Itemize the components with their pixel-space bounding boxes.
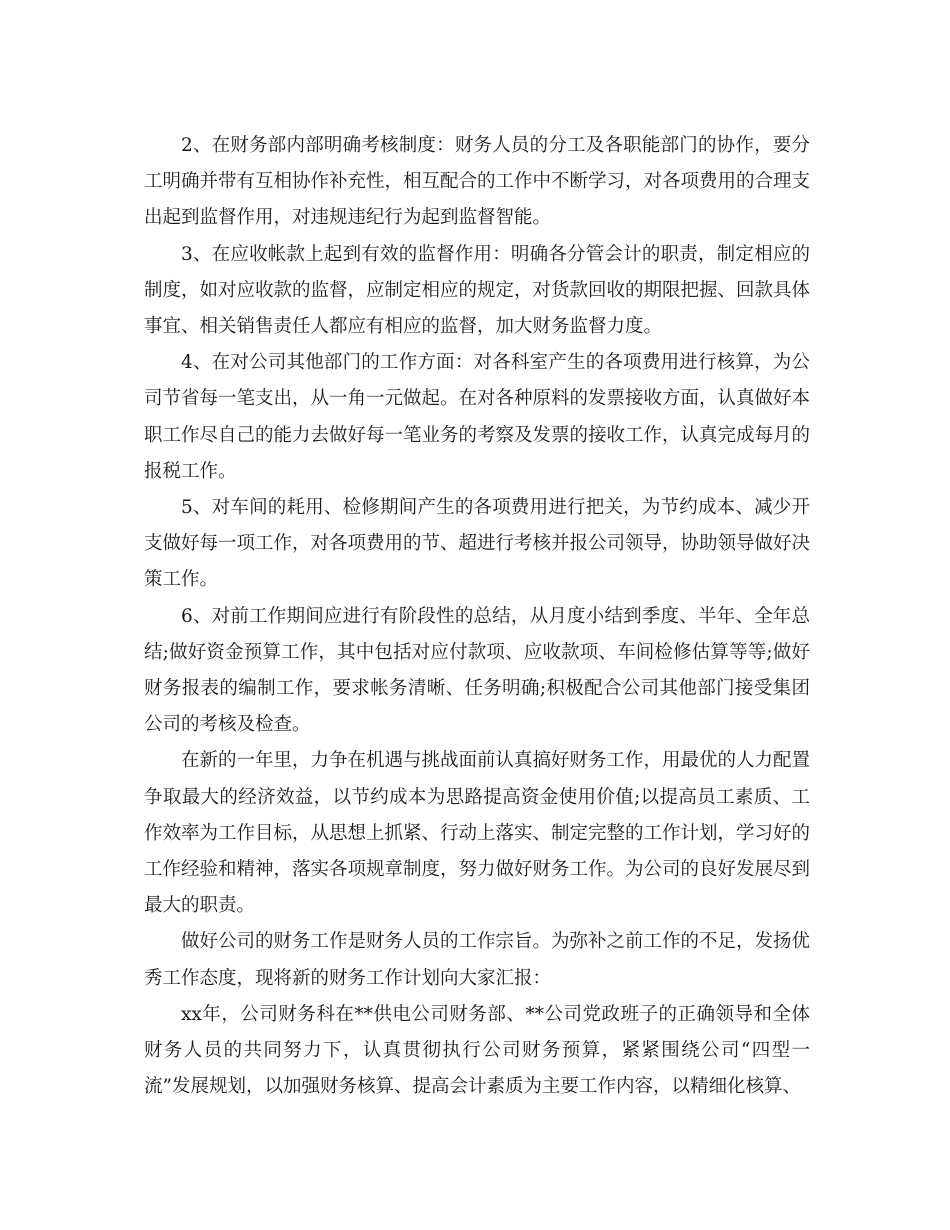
paragraph-item-5: 5、对车间的耗用、检修期间产生的各项费用进行把关，为节约成本、减少开支做好每一项工作，对各项费用的节、超进行考核并报公司领导，协助领导做好决策工作。 <box>144 497 811 591</box>
paragraph-item-3: 3、在应收帐款上起到有效的监督作用：明确各分管会计的职责，制定相应的制度，如对应收款的监督，应制定相应的规定，对货款回收的期限把握、回款具体事宜、相关销售责任人都应有相应的监督，加大财务监督力度。 <box>144 243 811 338</box>
document-page <box>144 128 810 1105</box>
paragraph-item-2: 2、在财务部内部明确考核制度：财务人员的分工及各职能部门的协作，要分工明确并带有互相协作补充性，相互配合的工作中不断学习，对各项费用的合理支出起到监督作用，对违规违纪行为起到监督智能。 <box>144 135 811 229</box>
paragraph-annual-summary: xx年，公司财务科在**供电公司财务部、**公司党政班子的正确领导和全体财务人员的共同努力下，认真贯彻执行公司财务预算，紧紧围绕公司“四型一流”发展规划，以加强财务核算、提高会计素质为主要工作内容，以精细化核算、 <box>144 1003 810 1098</box>
paragraph-item-4: 4、在对公司其他部门的工作方面：对各科室产生的各项费用进行核算，为公司节省每一笔支出，从一角一元做起。在对各种原料的发票接收方面，认真做好本职工作尽自己的能力去做好每一笔业务的考察及发票的接收工作，认真完成每月的报税工作。 <box>144 352 811 482</box>
paragraph-work-purpose: 做好公司的财务工作是财务人员的工作宗旨。为弥补之前工作的不足，发扬优秀工作态度，现将新的财务工作计划向大家汇报： <box>144 931 811 989</box>
paragraph-item-6: 6、对前工作期间应进行有阶段性的总结，从月度小结到季度、半年、全年总结;做好资金预算工作，其中包括对应付款项、应收款项、车间检修估算等等;做好财务报表的编制工作，要求帐务清晰、任务明确;积极配合公司其他部门接受集团公司的考核及检查。 <box>144 605 810 736</box>
paragraph-new-year: 在新的一年里，力争在机遇与挑战面前认真搞好财务工作，用最优的人力配置争取最大的经济效益，以节约成本为思路提高资金使用价值;以提高员工素质、工作效率为工作目标，从思想上抓紧、行动上落实、制定完整的工作计划，学习好的工作经验和精神，落实各项规章制度，努力做好财务工作。为公司的良好发展尽到最大的职责。 <box>144 750 811 917</box>
